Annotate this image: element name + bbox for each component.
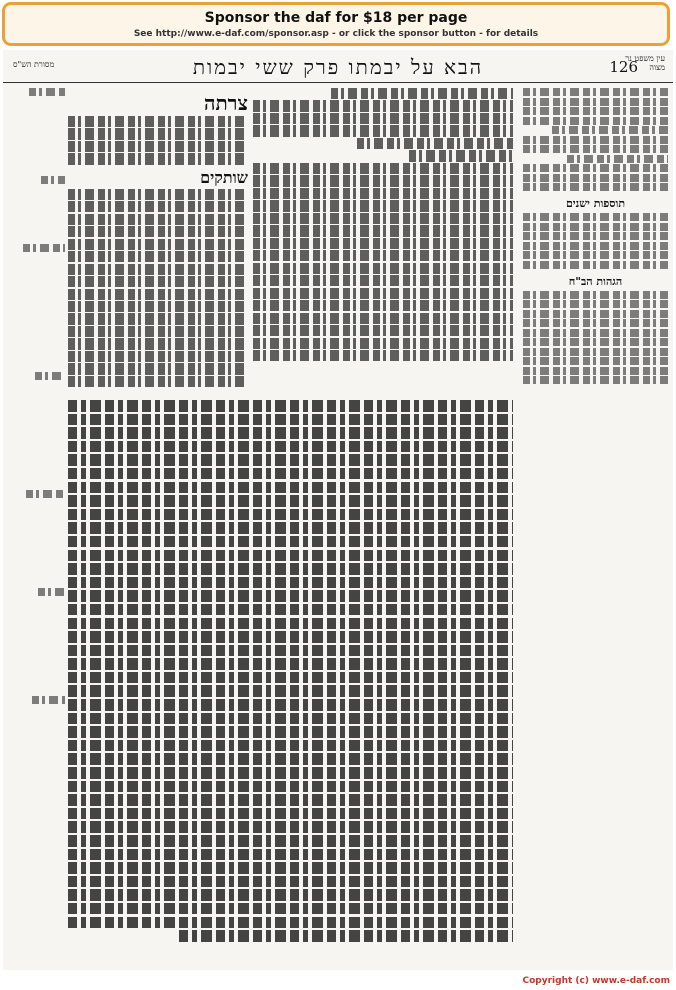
masoret-hashas-label: מסורת הש"ס — [13, 60, 55, 69]
left-margin-references — [5, 88, 65, 948]
copyright-notice[interactable]: Copyright (c) www.e-daf.com — [522, 976, 670, 986]
header-divider — [3, 82, 673, 83]
hagahot-habach-title: הגהות הב"ח — [568, 274, 623, 288]
rashi-column — [253, 88, 513, 398]
tosafot-column — [68, 88, 248, 388]
sponsor-subtitle: See http://www.e-daf.com/sponsor.asp - or click the sponsor button - for details — [133, 29, 539, 39]
sponsor-banner[interactable] — [2, 2, 670, 46]
tosafot-yeshanim-title: תוספות ישנים — [565, 197, 626, 210]
running-head: הבא על יבמתו פרק ששי יבמות — [192, 55, 484, 79]
rashi-dibbur-hamatchil: צרתה — [203, 91, 248, 115]
talmud-page-scan — [3, 50, 673, 970]
page-number: 126 — [609, 58, 638, 76]
gemara-main-text — [68, 400, 513, 950]
tosafot-dibbur-hamatchil: שותקים — [200, 167, 248, 187]
sponsor-title[interactable]: Sponsor the daf for $18 per page — [204, 10, 468, 26]
right-margin-notes — [523, 88, 668, 948]
ein-mishpat-label: עין משפט נר מצוה — [625, 54, 665, 72]
